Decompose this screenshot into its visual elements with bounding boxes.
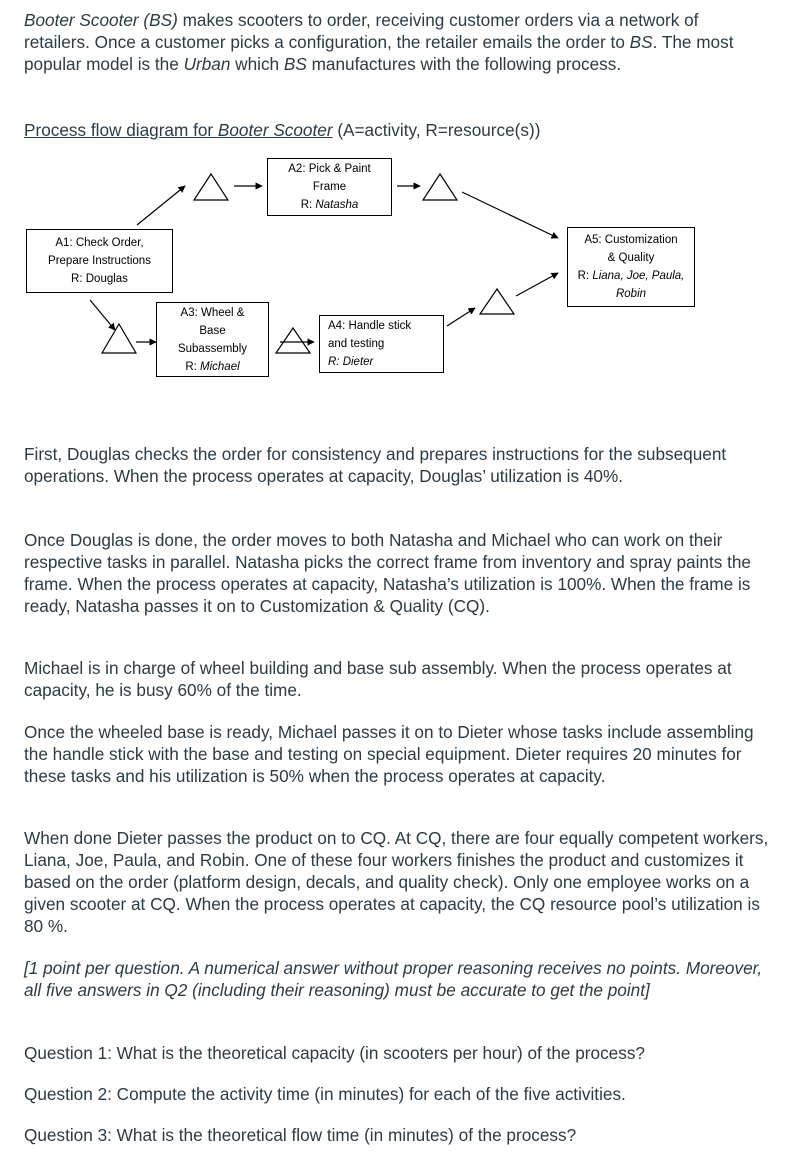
activity-a2-box: A2: Pick & Paint Frame R: Natasha <box>267 158 392 216</box>
inventory-triangle <box>276 328 310 353</box>
diagram-title: Process flow diagram for Booter Scooter (A=activity, R=resource(s)) <box>24 120 541 140</box>
paragraph-cq: When done Dieter passes the product on to CQ. At CQ, there are four equally competent workers, Liana, Joe, Paula, and Robin. One of these four workers finishes the product and customizes it based on the order (platform design, decals, and quality check). Only one employee works on a given scooter at CQ. When the process operates at capacity, the CQ resource pool’s utilization is 80 %. <box>24 828 769 936</box>
activity-a1-box: A1: Check Order, Prepare Instructions R: Douglas <box>26 229 173 293</box>
question-2: Question 2: Compute the activity time (in minutes) for each of the five activities. <box>24 1084 626 1104</box>
paragraph-natasha: Once Douglas is done, the order moves to both Natasha and Michael who can work on their respective tasks in parallel. Natasha picks the correct frame from inventory and spray paints the frame. When the process operates at capacity, Natasha’s utilization is 100%. When the frame is ready, Natasha passes it on to Customization & Quality (CQ). <box>24 530 751 616</box>
question-1: Question 1: What is the theoretical capacity (in scooters per hour) of the process? <box>24 1043 645 1063</box>
flow-arrow <box>90 300 115 330</box>
grading-note: [1 point per question. A numerical answer without proper reasoning receives no points. Moreover, all five answers in Q2 (including their reasoning) must be accurate to get the point] <box>24 958 763 1000</box>
intro-paragraph: Booter Scooter (BS) makes scooters to order, receiving customer orders via a network of retailers. Once a customer picks a configuration, the retailer emails the order to BS. The most popular model is the Urban which BS manufactures with the following process. <box>24 10 734 74</box>
activity-a5-box: A5: Customization & Quality R: Liana, Joe, Paula, Robin <box>567 227 695 307</box>
paragraph-michael: Michael is in charge of wheel building and base sub assembly. When the process operates at capacity, he is busy 60% of the time. <box>24 658 732 700</box>
activity-a3-box: A3: Wheel & Base Subassembly R: Michael <box>156 302 269 377</box>
paragraph-dieter: Once the wheeled base is ready, Michael passes it on to Dieter whose tasks include assembling the handle stick with the base and testing on special equipment. Dieter requires 20 minutes for these tasks and his utilization is 50% when the process operates at capacity. <box>24 722 754 786</box>
model-name: Urban <box>183 54 231 74</box>
flow-arrow <box>137 186 185 225</box>
flow-arrow <box>447 308 475 326</box>
question-3: Question 3: What is the theoretical flow time (in minutes) of the process? <box>24 1125 577 1145</box>
inventory-triangle <box>194 174 228 200</box>
flow-arrow <box>462 192 558 238</box>
inventory-triangle <box>102 324 136 353</box>
inventory-triangle <box>480 289 514 314</box>
company-name: Booter Scooter (BS) <box>24 10 178 30</box>
inventory-triangle <box>423 174 457 200</box>
flow-arrow <box>516 273 558 296</box>
activity-a4-box: A4: Handle stick and testing R: Dieter <box>319 315 444 373</box>
paragraph-douglas: First, Douglas checks the order for consistency and prepares instructions for the subsequent operations. When the process operates at capacity, Douglas’ utilization is 40%. <box>24 444 727 486</box>
